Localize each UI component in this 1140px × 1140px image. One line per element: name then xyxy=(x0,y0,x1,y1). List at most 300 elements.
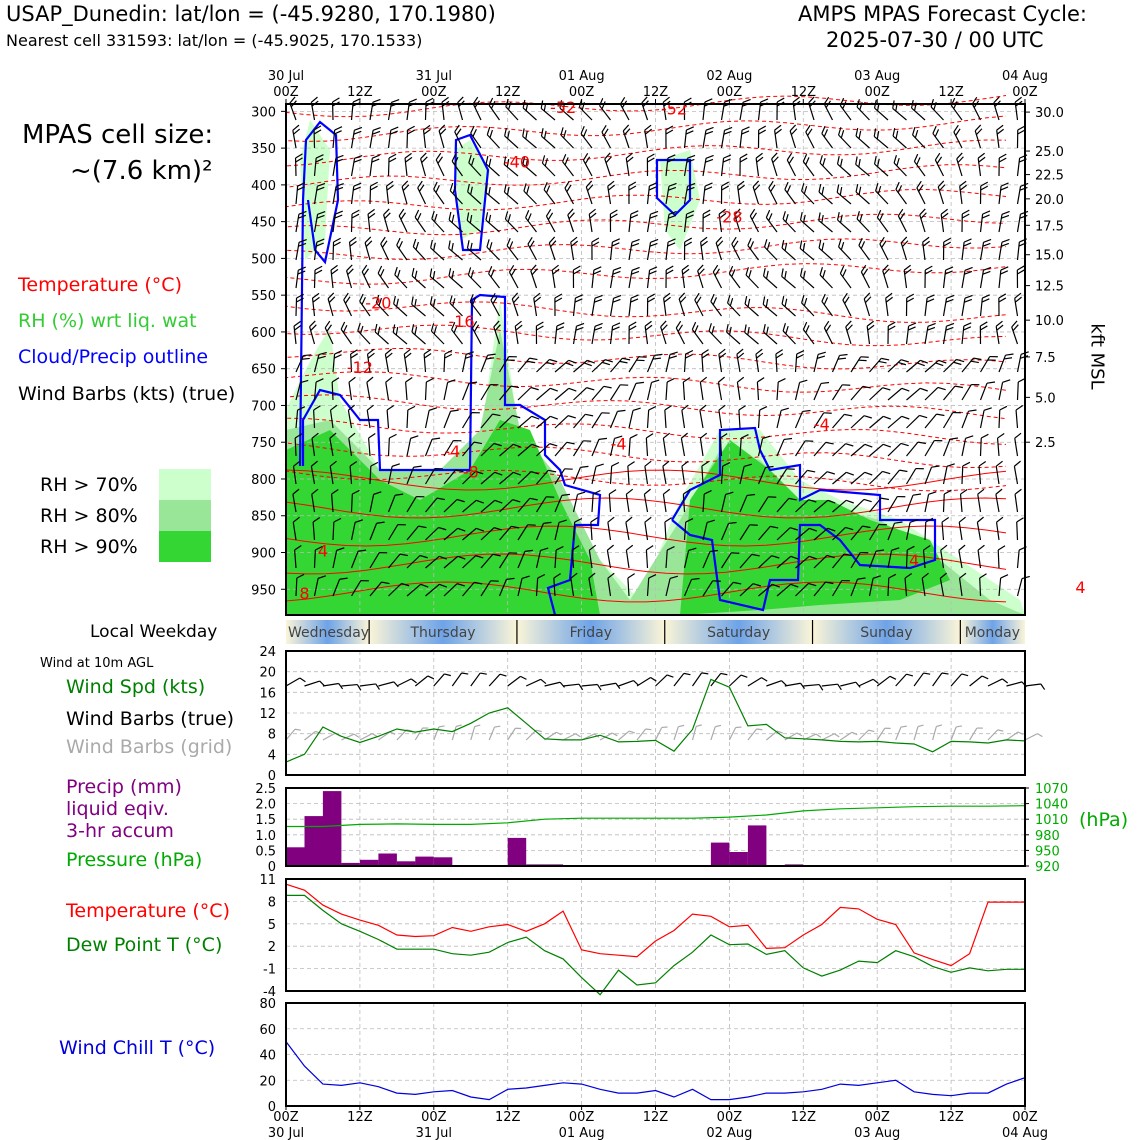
barb-staff xyxy=(763,304,777,316)
wind-barb-324 xyxy=(355,323,375,344)
barb-staff xyxy=(611,326,613,344)
barb-staff xyxy=(1018,382,1019,400)
barb-staff xyxy=(944,326,947,344)
wind-barb-109 xyxy=(817,155,837,176)
wind-barb-207 xyxy=(411,239,431,260)
wind-barb-147 xyxy=(782,182,801,204)
barb-flag xyxy=(715,724,721,728)
barb-flag xyxy=(962,214,969,218)
temp-contour-label-1: -52 xyxy=(660,99,688,119)
wind-barb-413 xyxy=(537,386,558,406)
wind-barb-272 xyxy=(882,265,895,288)
barb-staff xyxy=(981,214,983,232)
barb-flag xyxy=(882,469,890,477)
barb-flag xyxy=(759,126,766,130)
barb-flag xyxy=(411,434,419,439)
wind-barb-466 xyxy=(777,407,789,430)
barb-staff xyxy=(611,242,613,260)
wind-barb-256 xyxy=(592,266,601,289)
barb-flag xyxy=(819,684,823,690)
wind-barb-173 xyxy=(523,210,542,232)
wind10m-barb-grid-5 xyxy=(378,730,395,744)
temp-panel-ytick-1: -1 xyxy=(263,962,276,978)
wind-barb-495 xyxy=(574,437,592,459)
barb-flag xyxy=(294,321,301,326)
barb-staff xyxy=(1018,158,1020,176)
barb-staff xyxy=(888,470,899,484)
wind10m-barb-grid-39 xyxy=(1007,730,1024,744)
wind10m-barb-grid-10 xyxy=(471,724,480,742)
wind-barb-112 xyxy=(872,156,893,176)
barb-staff xyxy=(888,578,889,596)
barb-staff xyxy=(954,132,962,148)
wind-barb-618 xyxy=(625,517,636,540)
wind-barb-447 xyxy=(426,406,437,429)
wind-barb-165 xyxy=(383,209,396,232)
barb-staff xyxy=(523,136,537,148)
barb-staff xyxy=(665,410,666,428)
wind-barb-637 xyxy=(977,517,988,540)
barb-flag xyxy=(1001,574,1008,579)
wind-barb-508 xyxy=(814,439,834,460)
wind-barb-74 xyxy=(910,127,930,148)
wind10m-barb-true-1 xyxy=(305,680,325,692)
kft-tick-1: 25.0 xyxy=(1035,145,1064,161)
wind-barb-279 xyxy=(1017,266,1024,288)
wind-barb-110 xyxy=(835,156,856,176)
barb-flag xyxy=(593,270,600,275)
wind-barb-317 xyxy=(981,294,990,317)
wind10m-barb-true-17 xyxy=(600,683,620,692)
barb-staff xyxy=(666,354,670,372)
wind-barb-0 xyxy=(288,97,302,120)
barb-staff xyxy=(782,276,796,288)
barb-flag xyxy=(620,381,628,388)
chill-panel-ytick-2: 40 xyxy=(259,1048,276,1064)
wind-barb-234 xyxy=(922,237,932,260)
wind-barb-535 xyxy=(574,464,589,487)
barb-staff xyxy=(833,444,846,456)
barb-flag xyxy=(865,442,873,450)
wind-barb-336 xyxy=(592,322,603,345)
barb-flag xyxy=(996,517,1003,522)
barb-flag xyxy=(424,350,431,355)
barb-flag xyxy=(982,674,988,681)
barb-flag xyxy=(472,409,480,416)
wind-barb-99 xyxy=(647,154,654,176)
chill-panel-ytick-3: 60 xyxy=(259,1022,276,1038)
barb-flag xyxy=(389,154,396,158)
barb-staff xyxy=(426,410,430,428)
barb-flag xyxy=(838,684,842,690)
temperature-label: Temperature (°C) xyxy=(66,900,230,922)
wind-barb-719 xyxy=(1018,575,1030,598)
wind-barb-107 xyxy=(785,153,801,176)
barb-staff xyxy=(729,675,741,686)
weekday-friday: Friday xyxy=(569,625,613,641)
wind-barb-421 xyxy=(683,378,691,400)
barb-staff xyxy=(980,578,981,596)
wind-barb-469 xyxy=(833,411,853,432)
wind-barb-557 xyxy=(979,462,988,484)
barb-staff xyxy=(851,416,864,428)
wind-barb-205 xyxy=(379,237,395,260)
wind-barb-250 xyxy=(466,267,486,288)
wind-barb-57 xyxy=(600,125,617,148)
barb-staff xyxy=(314,410,315,428)
barb-flag xyxy=(667,673,673,679)
barb-staff xyxy=(344,300,352,316)
isotherm-neg-5 xyxy=(286,214,1006,235)
top-tick-5: 12Z xyxy=(642,85,669,100)
pressure-tick-900: 900 xyxy=(251,546,276,562)
barb-flag xyxy=(625,517,633,522)
wind-barb-554 xyxy=(925,463,939,486)
wind-barb-288 xyxy=(427,296,448,316)
wind-barb-347 xyxy=(780,323,800,344)
barb-flag xyxy=(1017,518,1024,522)
barb-staff xyxy=(746,275,758,288)
barb-staff xyxy=(962,466,963,484)
wind-barb-381 xyxy=(685,350,693,372)
pressure-tick-920: 920 xyxy=(1035,860,1060,875)
wind-barb-86 xyxy=(405,153,414,176)
barb-staff xyxy=(674,673,684,686)
wind-barb-242 xyxy=(331,265,340,288)
wind-barb-432 xyxy=(888,386,909,406)
barb-flag xyxy=(647,154,654,158)
wind-barb-84 xyxy=(370,154,380,177)
barb-flag xyxy=(1014,461,1022,466)
barb-staff xyxy=(898,216,906,232)
barb-flag xyxy=(312,293,319,298)
wind-barb-64 xyxy=(740,126,749,149)
barb-staff xyxy=(528,244,537,260)
temp-contour-label-17: -8 xyxy=(462,462,479,482)
barb-flag xyxy=(844,411,852,419)
barb-staff xyxy=(996,494,999,512)
wind-barb-377 xyxy=(611,355,631,376)
wind10m-barb-grid-15 xyxy=(563,732,580,744)
barb-flag xyxy=(964,238,971,243)
wind-barb-596 xyxy=(960,490,969,512)
barb-flag xyxy=(644,517,652,522)
wind-barb-518 xyxy=(997,434,1006,456)
wind-barb-88 xyxy=(434,153,450,176)
wind-barb-537 xyxy=(611,462,619,484)
temp-panel-ytick-5: 11 xyxy=(259,873,276,888)
barb-flag xyxy=(901,724,907,729)
precip-liquid-label: liquid eqiv. xyxy=(66,798,169,820)
barb-flag xyxy=(725,126,733,131)
barb-flag xyxy=(1000,406,1007,410)
wind-barb-237 xyxy=(981,238,992,261)
barb-staff xyxy=(648,214,651,232)
barb-flag xyxy=(964,242,971,247)
barb-flag xyxy=(979,462,986,467)
barb-staff xyxy=(489,274,500,288)
barb-staff xyxy=(944,466,948,484)
top-tick-7: 12Z xyxy=(790,85,817,100)
barb-staff xyxy=(602,132,611,148)
barb-flag xyxy=(686,126,693,131)
wind-barb-69 xyxy=(819,126,838,148)
barb-flag xyxy=(335,350,342,355)
barb-staff xyxy=(739,410,740,428)
wind-barb-8 xyxy=(442,97,451,120)
wind-barb-259 xyxy=(648,266,657,289)
barb-staff xyxy=(722,130,725,148)
barb-staff xyxy=(877,217,888,232)
pressure-tick-400: 400 xyxy=(251,178,276,194)
barb-staff xyxy=(981,298,983,316)
barb-flag xyxy=(982,298,989,303)
wind-barb-95 xyxy=(560,154,579,176)
wind-barb-353 xyxy=(907,322,917,345)
wind-barb-464 xyxy=(739,406,747,428)
wind-barb-118 xyxy=(999,154,1006,176)
barb-staff xyxy=(370,130,373,148)
barb-staff xyxy=(988,730,998,740)
barb-staff xyxy=(583,160,592,176)
wind-barb-405 xyxy=(385,377,395,400)
barb-flag xyxy=(1018,730,1023,736)
barb-staff xyxy=(666,382,667,400)
wind10m-barb-true-26 xyxy=(766,680,786,692)
barb-staff xyxy=(563,684,579,686)
wind-barb-348 xyxy=(801,322,820,344)
barb-flag xyxy=(646,727,652,732)
wind-barb-123 xyxy=(352,182,362,205)
wind-barb-423 xyxy=(718,377,729,400)
barb-flag xyxy=(429,406,437,411)
pressure-tick-950: 950 xyxy=(251,583,276,599)
barb-flag xyxy=(475,724,481,728)
barb-staff xyxy=(399,216,407,232)
wind-barb-455 xyxy=(574,411,594,432)
barb-staff xyxy=(719,410,722,428)
barb-flag xyxy=(610,214,617,218)
barb-staff xyxy=(611,358,623,372)
barb-staff xyxy=(504,192,518,204)
wind-barb-186 xyxy=(764,210,783,232)
barb-flag xyxy=(962,210,969,214)
top-tick-3: 12Z xyxy=(494,85,521,100)
barb-staff xyxy=(803,161,814,176)
barb-flag xyxy=(555,294,562,298)
barb-staff xyxy=(837,192,851,204)
wind-barb-636 xyxy=(959,517,969,540)
temp-contour-label-8: -28 xyxy=(716,207,743,227)
wind10m-barb-true-9 xyxy=(452,671,468,690)
barb-staff xyxy=(1018,214,1021,232)
barb-staff xyxy=(473,104,481,120)
barb-flag xyxy=(826,439,834,447)
barb-staff xyxy=(370,158,372,176)
barb-staff xyxy=(370,186,371,204)
wind-barb-516 xyxy=(962,434,973,457)
barb-staff xyxy=(998,438,999,456)
wind-barb-359 xyxy=(1010,321,1024,344)
top-tick-10: 00Z xyxy=(1012,85,1038,100)
wind10m-barb-grid-32 xyxy=(877,726,890,743)
barb-staff xyxy=(426,382,427,400)
barb-flag xyxy=(1002,678,1007,685)
wind-barb-638 xyxy=(996,517,1006,540)
wind-barb-302 xyxy=(693,293,709,316)
wind-barb-319 xyxy=(1014,293,1024,316)
wind-barb-255 xyxy=(573,266,580,288)
wind-barb-477 xyxy=(981,406,992,429)
barb-staff xyxy=(782,304,795,316)
barb-staff xyxy=(286,729,295,740)
barb-staff xyxy=(981,410,985,428)
wind-barb-251 xyxy=(486,266,505,288)
barb-staff xyxy=(833,355,840,372)
legend-rh: RH (%) wrt liq. wat xyxy=(18,310,197,332)
barb-staff xyxy=(838,164,851,176)
barb-flag xyxy=(352,210,359,214)
barb-staff xyxy=(856,136,869,148)
wind-barb-133 xyxy=(521,183,541,204)
wind10m-barb-true-24 xyxy=(729,673,747,690)
wind-barb-349 xyxy=(823,321,839,344)
barb-staff xyxy=(888,416,902,428)
wind-barb-549 xyxy=(833,470,854,490)
pressure-tick-650: 650 xyxy=(251,362,276,378)
barb-flag xyxy=(495,724,501,729)
top-tick-6: 00Z xyxy=(716,85,743,100)
precip-bar-25 xyxy=(748,825,767,866)
bottom-date-4: 03 Aug xyxy=(854,1126,901,1140)
barb-staff xyxy=(295,438,296,456)
cell-size-label: MPAS cell size: xyxy=(22,120,214,150)
barb-staff xyxy=(718,382,721,400)
wind10m-barb-true-16 xyxy=(582,684,601,692)
wind10m-barb-grid-14 xyxy=(545,731,562,745)
wind-barb-577 xyxy=(609,490,617,512)
barb-flag xyxy=(405,378,412,383)
barb-staff xyxy=(505,219,518,232)
barb-flag xyxy=(703,210,710,214)
barb-staff xyxy=(397,245,407,260)
wind10m-barb-true-19 xyxy=(637,676,656,691)
wind-chill-label: Wind Chill T (°C) xyxy=(59,1037,216,1059)
barb-staff xyxy=(412,332,426,344)
barb-flag xyxy=(736,725,742,730)
barb-flag xyxy=(861,353,869,360)
barb-flag xyxy=(995,489,1003,494)
barb-flag xyxy=(925,266,932,270)
top-tick-0: 00Z xyxy=(273,85,299,100)
barb-staff xyxy=(917,188,925,204)
wind-barb-202 xyxy=(333,238,341,260)
barb-flag xyxy=(371,182,378,186)
barb-staff xyxy=(851,357,861,372)
pressure-tick-450: 450 xyxy=(251,215,276,231)
wind10m-barb-true-6 xyxy=(397,678,417,692)
kft-tick-6: 12.5 xyxy=(1035,279,1064,295)
top-tick-2: 00Z xyxy=(421,85,447,100)
barb-flag xyxy=(426,378,433,382)
wind-barb-87 xyxy=(420,153,433,176)
barb-staff xyxy=(646,550,647,568)
barb-flag xyxy=(598,684,602,690)
barb-staff xyxy=(870,471,883,484)
wind-barb-51 xyxy=(485,127,505,148)
barb-flag xyxy=(1037,732,1042,738)
barb-staff xyxy=(676,328,684,344)
barb-staff xyxy=(574,467,581,484)
barb-staff xyxy=(856,192,869,204)
barb-flag xyxy=(737,377,745,382)
barb-flag xyxy=(629,326,636,330)
wind-barb-17 xyxy=(597,98,616,120)
barb-staff xyxy=(748,729,757,740)
barb-staff xyxy=(629,270,632,288)
pressure-tick-600: 600 xyxy=(251,325,276,341)
barb-flag xyxy=(776,354,783,358)
barb-staff xyxy=(925,414,936,428)
bottom-tick-5: 12Z xyxy=(642,1110,669,1125)
wind10m-barb-grid-26 xyxy=(766,729,782,744)
wind-barb-597 xyxy=(977,489,987,512)
wind-panel-ytick-6: 24 xyxy=(259,645,276,660)
barb-flag xyxy=(990,353,998,360)
barb-staff xyxy=(592,386,604,400)
barb-flag xyxy=(890,675,896,682)
temp-contour-label-5: -40 xyxy=(503,152,531,172)
wind-barb-327 xyxy=(409,324,430,344)
barb-staff xyxy=(626,494,629,512)
wind-barb-37 xyxy=(971,97,987,120)
pressure-tick-700: 700 xyxy=(251,399,276,415)
barb-flag xyxy=(863,383,871,391)
barb-flag xyxy=(999,294,1006,298)
barb-staff xyxy=(555,388,569,400)
bottom-tick-2: 00Z xyxy=(421,1110,447,1125)
wind-barb-243 xyxy=(346,265,359,288)
wind-barb-355 xyxy=(944,322,954,345)
wind-barb-499 xyxy=(646,434,654,456)
wind-barb-268 xyxy=(798,268,819,288)
precip-bar-7 xyxy=(415,857,434,866)
barb-staff xyxy=(434,189,444,204)
barb-staff xyxy=(700,410,703,428)
barb-flag xyxy=(595,322,603,327)
wind10m-barb-true-2 xyxy=(323,683,343,692)
barb-staff xyxy=(840,105,851,120)
wind-barb-164 xyxy=(368,209,377,232)
barb-staff xyxy=(600,106,611,120)
wind-barb-342 xyxy=(690,322,709,344)
wind-barb-494 xyxy=(555,439,575,460)
wind10m-barb-true-27 xyxy=(785,683,805,692)
barb-staff xyxy=(609,494,610,512)
barb-flag xyxy=(556,326,563,331)
barb-staff xyxy=(727,332,740,344)
top-date-3: 02 Aug xyxy=(706,69,753,84)
barb-staff xyxy=(703,186,705,204)
wind-barb-412 xyxy=(518,385,539,405)
wind-barb-153 xyxy=(894,182,913,204)
barb-staff xyxy=(387,410,388,428)
wind-barb-192 xyxy=(875,210,894,232)
barb-staff xyxy=(700,382,703,400)
wind-barb-105 xyxy=(756,153,766,176)
wind-barb-238 xyxy=(999,238,1009,261)
barb-flag xyxy=(827,469,835,477)
